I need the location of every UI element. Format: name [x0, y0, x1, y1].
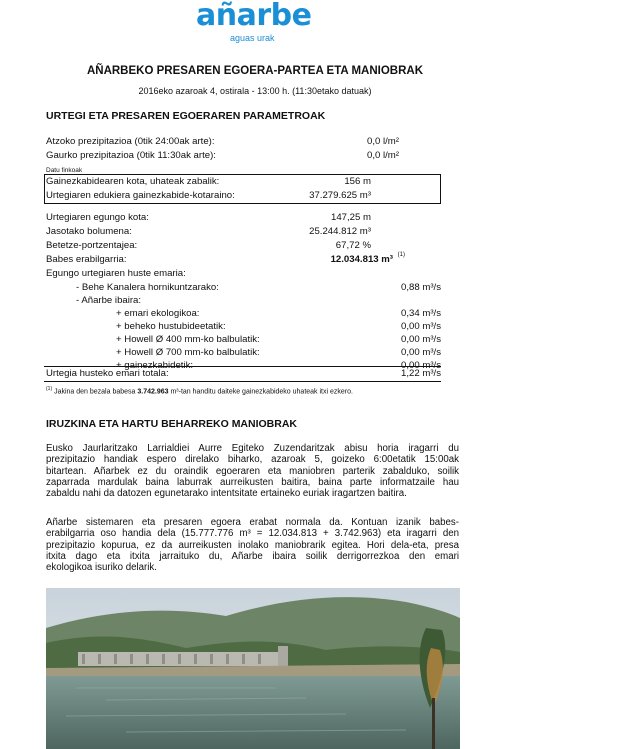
row-label: - Añarbe ibaira:: [76, 295, 142, 306]
footnote-value: 3.742.963: [137, 388, 169, 396]
row-label: Gaurko prezipitazioa (0tik 11:30ak arte):: [46, 150, 216, 161]
row-value: 156 m: [344, 176, 371, 187]
row-value: 67,72 %: [335, 240, 371, 251]
row-label: Betetze-portzentajea:: [46, 240, 138, 251]
row-value: 12.034.813 m³: [330, 254, 393, 265]
row-label: Jasotako bolumena:: [46, 226, 132, 237]
fixed-row-capacity: [46, 190, 441, 203]
footnote: [46, 386, 353, 395]
precip-row-today: [46, 150, 441, 163]
paragraph-line: zaparrada mardulak baina laburrak aurreikusten baitira, baina parte informatzaile hau: [46, 476, 459, 488]
paragraph-line: Añarbe sistemaren eta presaren egoera erabat normala da. Kontuan izanik babes-: [46, 517, 459, 528]
row-label: - Behe Kanalera hornikuntzarako:: [76, 282, 219, 293]
row-label: Urtegia husteko emari totala:: [46, 368, 169, 379]
comment-paragraph-2: [46, 517, 459, 573]
reservoir-photo: [46, 588, 460, 749]
release-heading: [46, 268, 441, 281]
row-label: + emari ekologikoa:: [116, 308, 200, 319]
current-row-level: [46, 212, 441, 225]
row-value: 37.279.625 m³: [309, 190, 371, 201]
paragraph-line: ekologikoa isuriko delarik.: [46, 562, 157, 574]
row-label: Egungo urtegiaren huste emaria:: [46, 268, 186, 279]
release-row-behe-kanal: [76, 282, 441, 295]
anarbe-logo: [196, 0, 312, 44]
row-label: Atzoko prezipitazioa (0tik 24:00ak arte):: [46, 136, 215, 147]
footnote-text-post: m³-tan handitu daiteke gainezkabideko uhateak itxi ezkero.: [168, 388, 353, 396]
footnote-ref: (1): [397, 252, 405, 258]
fixed-data-label: Datu finkoak: [46, 167, 83, 174]
release-row-anarbe: [76, 295, 441, 308]
total-release-row: [46, 368, 441, 381]
reservoir-illustration: [46, 588, 460, 749]
row-label: Urtegiaren egungo kota:: [46, 212, 149, 223]
paragraph-line: itxita dago eta itxita jarraituko du, Añarbe ibaira soilik derrigorrezkoa den emari: [46, 550, 459, 562]
row-label: + beheko hustubideetatik:: [116, 321, 226, 332]
row-value: 147,25 m: [330, 212, 371, 223]
current-row-fill-percent: [46, 240, 441, 253]
logo-wordmark: añarbe: [196, 0, 312, 33]
logo-tagline: aguas urak: [230, 33, 275, 43]
paragraph-line: bitartean. Añarbek ez du oraindik egoeraren eta maniobren parterik zabalduko, soilik: [46, 465, 459, 477]
total-bottom-rule: [44, 381, 441, 382]
comment-paragraph-1: [46, 443, 459, 499]
row-label: Gainezkabidearen kota, uhateak zabalik:: [46, 176, 220, 187]
flow-row-bottom-outlets: [116, 321, 441, 334]
row-value: 0,34 m³/s: [401, 308, 441, 319]
paragraph-line: zabaldu nahi da datozen egunetarako intentsitate ertaineko euriak iragartzen baitira.: [46, 488, 407, 500]
row-value: 25.244.812 m³: [309, 226, 371, 237]
report-date: 2016eko azaroak 4, ostirala - 13:00 h. (11:30etako datuak): [138, 86, 372, 96]
flow-row-ecological: [116, 308, 441, 321]
section-heading-parameters: URTEGI ETA PRESAREN EGOERAREN PARAMETROAK: [46, 110, 326, 122]
flow-row-howell-700: [116, 347, 441, 360]
current-row-volume: [46, 226, 441, 239]
section-heading-comments: IRUZKINA ETA HARTU BEHARREKO MANIOBRAK: [46, 418, 298, 430]
row-value: 0,88 m³/s: [401, 282, 441, 293]
footnote-mark: (1): [46, 386, 53, 392]
fixed-row-spillway-level: [46, 176, 441, 189]
row-value: 0,00 m³/s: [401, 360, 441, 371]
row-value: 0,00 m³/s: [401, 321, 441, 332]
row-label: Urtegiaren edukiera gainezkabide-kotaraino:: [46, 190, 235, 201]
current-row-protection: [46, 254, 441, 267]
row-value: 0,00 m³/s: [401, 334, 441, 345]
footnote-text-pre: Jakina den bezala babesa: [52, 388, 138, 396]
row-value: 0,00 m³/s: [401, 347, 441, 358]
paragraph-line: erabilgarria oso handia dela (15.777.776 m³ = 12.034.813 + 3.742.963) eta iragarri den: [46, 528, 459, 540]
row-label: + gainezkabidetik:: [116, 360, 194, 371]
row-value: 0,0 l/m²: [367, 136, 399, 147]
row-value: 1,22 m³/s: [401, 368, 441, 379]
total-top-rule: [44, 366, 441, 367]
paragraph-line: prezipitazio kopurua, ez da aurreikusten inolako maniobrarik egitea. Hori dela-eta, presa: [46, 539, 459, 551]
paragraph-line: Eusko Jaurlaritzako Larrialdiei Aurre Egiteko Zuzendaritzak abisu horia iragarri du: [46, 443, 459, 454]
row-label: + Howell Ø 400 mm-ko balbulatik:: [116, 334, 260, 345]
row-label: + Howell Ø 700 mm-ko balbulatik:: [116, 347, 260, 358]
flow-row-howell-400: [116, 334, 441, 347]
row-label: Babes erabilgarria:: [46, 254, 127, 265]
page-title: AÑARBEKO PRESAREN EGOERA-PARTEA ETA MANIOBRAK: [86, 65, 424, 77]
paragraph-line: prezipitazio handiak espero direlako biharko, azaroak 5, goizeko 6:00etatik 15:00ak: [46, 454, 459, 466]
precip-row-yesterday: [46, 136, 441, 149]
row-value: 0,0 l/m²: [367, 150, 399, 161]
